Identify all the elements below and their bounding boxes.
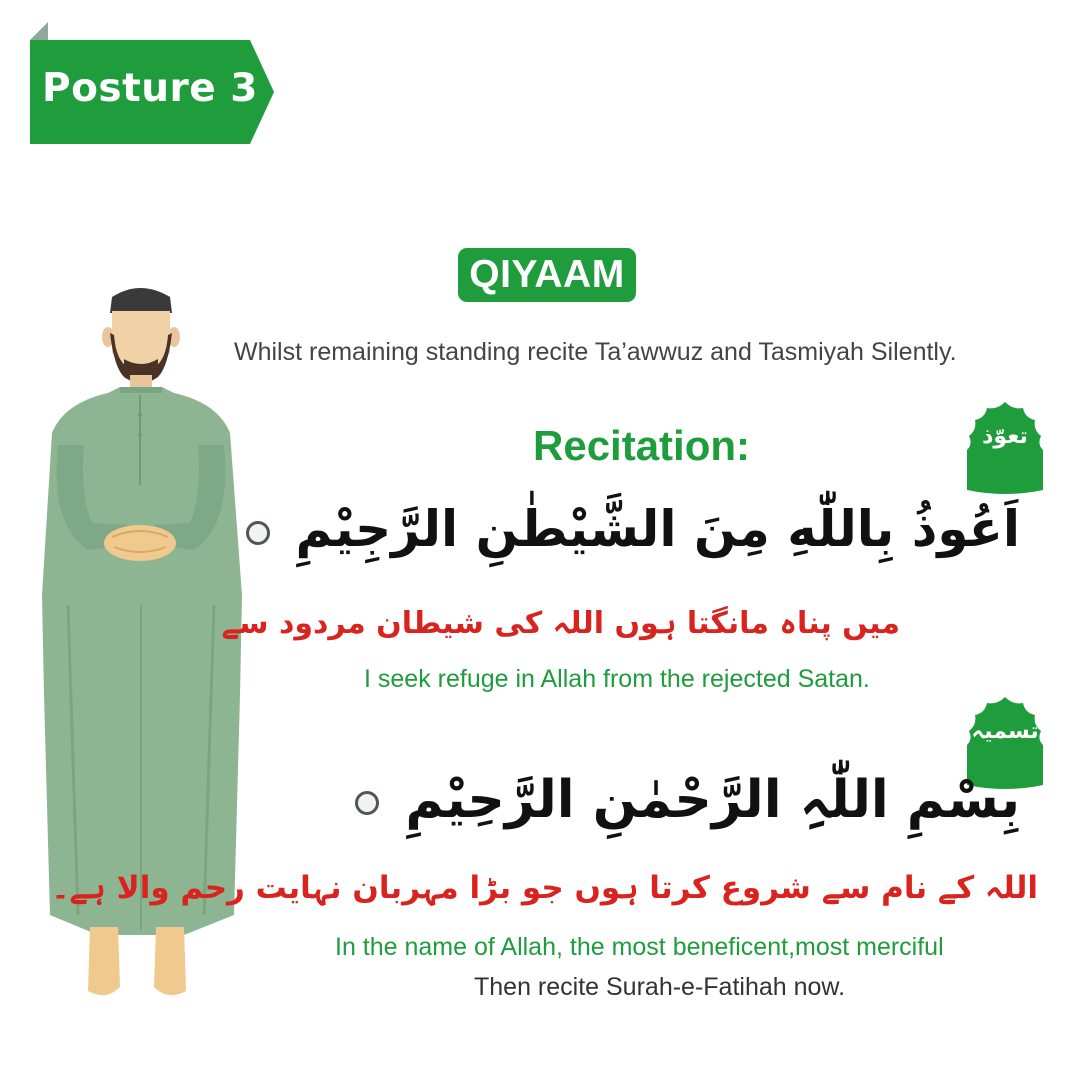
verse-end-circle-icon (355, 791, 379, 815)
tasmiyah-tag-label: تسمیہ (971, 719, 1039, 744)
recitation-heading: Recitation: (533, 422, 751, 469)
taawwuz-arabic (246, 500, 1020, 558)
final-instruction: Then recite Surah-e-Fatihah now. (474, 973, 846, 1001)
taawwuz-tag (957, 402, 1053, 498)
tasmiyah-arabic-text: بِسْمِ اللّٰہِ الرَّحْمٰنِ الرَّحِیْمِ (405, 770, 1020, 830)
scalloped-badge-icon (957, 402, 1053, 498)
taawwuz-translation: I seek refuge in Allah from the rejected Satan. (364, 665, 870, 693)
taawwuz-arabic-text: اَعُوذُ بِاللّٰهِ مِنَ الشَّیْطٰنِ الرَّجِیْمِ (295, 500, 1020, 558)
posture-banner (30, 22, 275, 144)
posture-label: Posture 3 (42, 66, 258, 111)
taawwuz-urdu: میں پناہ مانگتا ہوں اللہ کی شیطان مردود سے (221, 606, 900, 641)
section-title-badge: QIYAAM (458, 248, 636, 302)
tasmiyah-arabic (355, 770, 1020, 830)
instruction-text: Whilst remaining standing recite Ta’awwuz and Tasmiyah Silently. (234, 338, 957, 366)
tasmiyah-translation: In the name of Allah, the most beneficent,most merciful (335, 933, 944, 961)
verse-end-circle-icon (246, 521, 270, 545)
taawwuz-tag-label: تعوّذ (982, 424, 1028, 449)
tasmiyah-urdu: اللہ کے نام سے شروع کرتا ہوں جو بڑا مہربان نہایت رحم والا ہے۔ (51, 870, 1038, 906)
